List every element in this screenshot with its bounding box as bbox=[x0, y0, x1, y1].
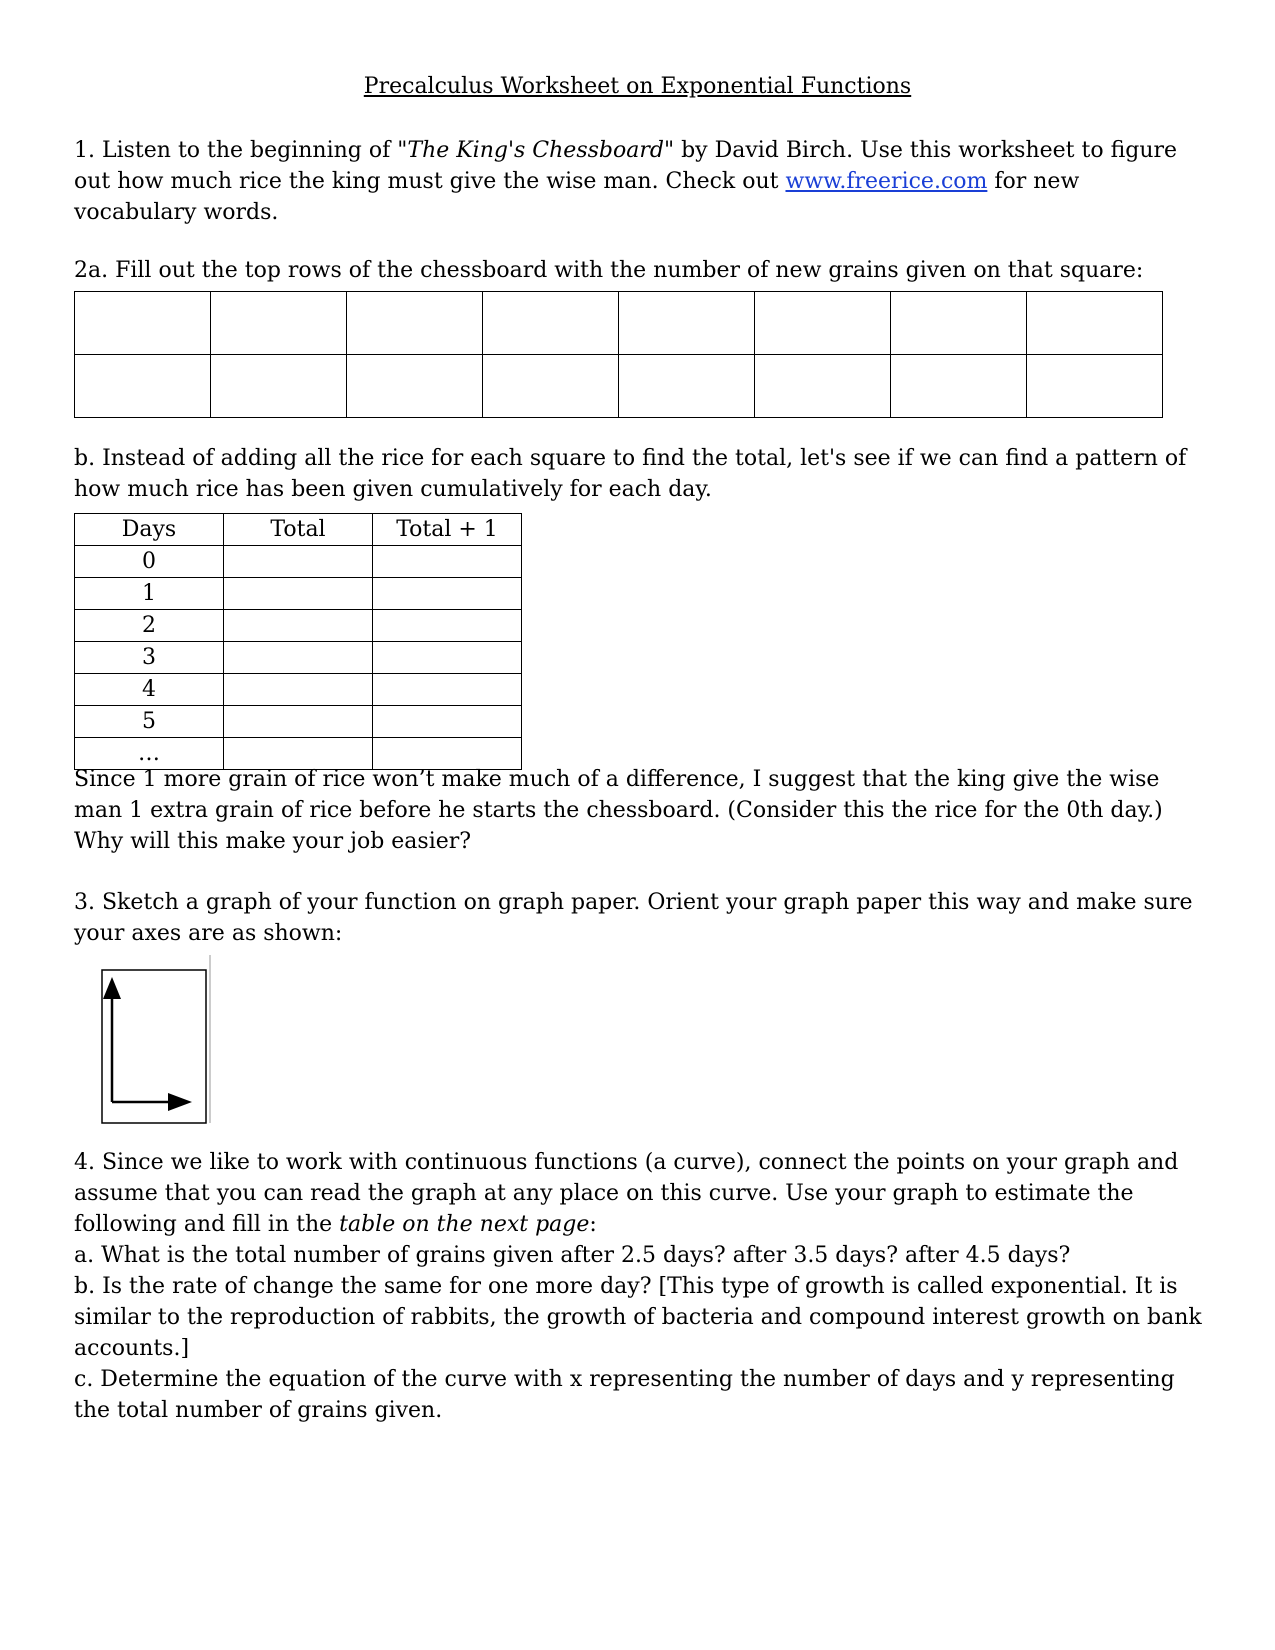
q1-text-post: " by David Birch. Use this worksheet to figure out how much rice the king must give the wise man. Check out bbox=[74, 138, 1178, 194]
chessboard-square[interactable] bbox=[483, 292, 619, 355]
header-days: Days bbox=[75, 514, 224, 546]
chessboard-row bbox=[75, 292, 1163, 355]
chessboard-square[interactable] bbox=[1027, 355, 1163, 418]
question-2-note: Since 1 more grain of rice won’t make much of a difference, I suggest that the king give the wise man 1 extra grain of rice before he starts the chessboard. (Consider this the rice for the 0th day.) Why will this make your job easier? bbox=[74, 767, 1163, 854]
question-4c: c. Determine the equation of the curve with x representing the number of days and y representing the total number of grains given. bbox=[74, 1367, 1175, 1423]
total-cell[interactable] bbox=[224, 546, 373, 578]
table-row bbox=[75, 642, 522, 674]
chessboard-square[interactable] bbox=[75, 292, 211, 355]
total-plus-one-cell[interactable] bbox=[373, 642, 522, 674]
freerice-link[interactable]: www.freerice.com bbox=[785, 169, 988, 194]
table-row bbox=[75, 706, 522, 738]
q4-intro-emphasis: table on the next page bbox=[339, 1212, 590, 1237]
question-4 bbox=[74, 1147, 1204, 1426]
day-cell: 3 bbox=[75, 642, 224, 674]
total-cell[interactable] bbox=[224, 610, 373, 642]
day-cell: 2 bbox=[75, 610, 224, 642]
question-3: 3. Sketch a graph of your function on graph paper. Orient your graph paper this way and make sure your axes are as shown: bbox=[74, 890, 1193, 946]
total-cell[interactable] bbox=[224, 674, 373, 706]
header-total: Total bbox=[224, 514, 373, 546]
table-header-row bbox=[75, 514, 522, 546]
total-plus-one-cell[interactable] bbox=[373, 546, 522, 578]
total-plus-one-cell[interactable] bbox=[373, 578, 522, 610]
header-total-plus-one: Total + 1 bbox=[373, 514, 522, 546]
chessboard-square[interactable] bbox=[211, 292, 347, 355]
chessboard-square[interactable] bbox=[891, 355, 1027, 418]
q4-intro-post: : bbox=[589, 1212, 597, 1237]
axes-orientation-diagram bbox=[100, 955, 215, 1130]
book-title: The King's Chessboard bbox=[407, 138, 664, 163]
chessboard-square[interactable] bbox=[891, 292, 1027, 355]
question-4a: a. What is the total number of grains given after 2.5 days? after 3.5 days? after 4.5 days? bbox=[74, 1243, 1071, 1268]
table-row bbox=[75, 546, 522, 578]
total-plus-one-cell[interactable] bbox=[373, 610, 522, 642]
chessboard-square[interactable] bbox=[1027, 292, 1163, 355]
chessboard-square[interactable] bbox=[483, 355, 619, 418]
up-arrow-icon bbox=[103, 977, 121, 999]
day-cell: 4 bbox=[75, 674, 224, 706]
total-cell[interactable] bbox=[224, 642, 373, 674]
chessboard-square[interactable] bbox=[347, 292, 483, 355]
chessboard-square[interactable] bbox=[347, 355, 483, 418]
chessboard-square[interactable] bbox=[755, 355, 891, 418]
chessboard-row bbox=[75, 355, 1163, 418]
total-plus-one-cell[interactable] bbox=[373, 706, 522, 738]
right-arrow-icon bbox=[168, 1093, 192, 1111]
question-4b: b. Is the rate of change the same for one more day? [This type of growth is called exponential. It is similar to the reproduction of rabbits, the growth of bacteria and compound interest growth on bank accounts.] bbox=[74, 1274, 1202, 1361]
table-row bbox=[75, 610, 522, 642]
chessboard-square[interactable] bbox=[211, 355, 347, 418]
chessboard-grid bbox=[74, 291, 1163, 418]
day-cell: 5 bbox=[75, 706, 224, 738]
q4-intro bbox=[74, 1147, 1204, 1240]
day-cell: 1 bbox=[75, 578, 224, 610]
day-cell: … bbox=[75, 738, 224, 770]
q1-text-pre: 1. Listen to the beginning of " bbox=[74, 138, 408, 163]
chessboard-square[interactable] bbox=[619, 292, 755, 355]
table-row bbox=[75, 578, 522, 610]
question-2b: b. Instead of adding all the rice for each square to find the total, let's see if we can find a pattern of how much rice has been given cumulatively for each day. bbox=[74, 446, 1187, 502]
chessboard-square[interactable] bbox=[619, 355, 755, 418]
cumulative-table bbox=[74, 513, 522, 770]
chessboard-square[interactable] bbox=[755, 292, 891, 355]
q1-text-tail: for new vocabulary words. bbox=[74, 169, 1080, 225]
total-cell[interactable] bbox=[224, 706, 373, 738]
table-row bbox=[75, 674, 522, 706]
question-1 bbox=[74, 135, 1204, 228]
page-title: Precalculus Worksheet on Exponential Functions bbox=[363, 74, 912, 99]
total-plus-one-cell[interactable] bbox=[373, 674, 522, 706]
total-cell[interactable] bbox=[224, 578, 373, 610]
q4-intro-pre: 4. Since we like to work with continuous functions (a curve), connect the points on your graph and assume that you can read the graph at any place on this curve. Use your graph to estimate the following and fill in the bbox=[74, 1150, 1179, 1237]
chessboard-square[interactable] bbox=[75, 355, 211, 418]
question-2a: 2a. Fill out the top rows of the chessboard with the number of new grains given on that square: bbox=[74, 258, 1144, 283]
day-cell: 0 bbox=[75, 546, 224, 578]
